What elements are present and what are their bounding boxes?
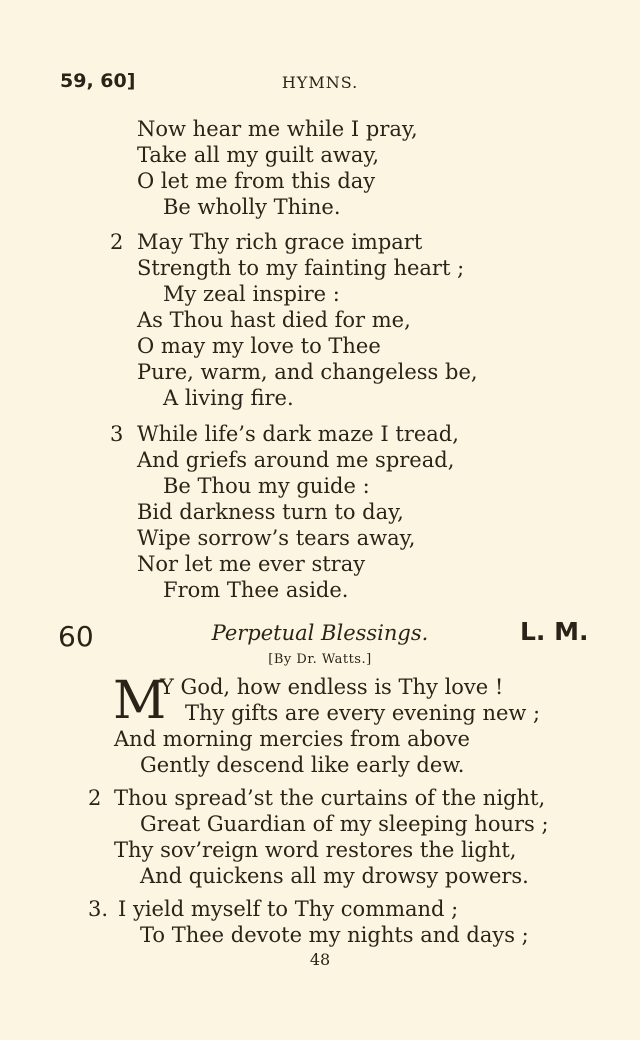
hymn60-attribution: [By Dr. Watts.] bbox=[268, 652, 372, 667]
hymn59-s3-line7: From Thee aside. bbox=[163, 578, 349, 602]
hymn59-s2-line3: My zeal inspire : bbox=[163, 282, 340, 306]
hymn59-s2-line5: O may my love to Thee bbox=[137, 334, 381, 358]
hymn60-s2-line1: Thou spread’st the curtains of the night, bbox=[114, 786, 546, 810]
hymn60-s1-line2: Thy gifts are every evening new ; bbox=[185, 701, 541, 725]
hymn59-s2-line1: May Thy rich grace impart bbox=[137, 230, 423, 254]
hymn59-s1-line1: Now hear me while I pray, bbox=[137, 117, 418, 141]
hymn60-number: 60 bbox=[58, 620, 94, 653]
hymn59-s3-line5: Wipe sorrow’s tears away, bbox=[137, 526, 416, 550]
hymn59-s1-line2: Take all my guilt away, bbox=[137, 143, 380, 167]
hymn59-s2-line7: A living fire. bbox=[163, 386, 294, 410]
hymn59-stanza2-number: 2 bbox=[110, 230, 124, 254]
hymn59-s2-line4: As Thou hast died for me, bbox=[137, 308, 411, 332]
hymn60-meter: L. M. bbox=[520, 617, 589, 646]
hymn60-s1-line1: Y God, how endless is Thy love ! bbox=[160, 675, 504, 699]
running-header-title: HYMNS. bbox=[281, 73, 359, 92]
hymn60-s3-line1: I yield myself to Thy command ; bbox=[118, 897, 459, 921]
hymn60-s2-line4: And quickens all my drowsy powers. bbox=[140, 864, 529, 888]
hymn59-s3-line2: And griefs around me spread, bbox=[137, 448, 455, 472]
hymn60-s1-line3: And morning mercies from above bbox=[114, 727, 470, 751]
hymn59-s1-line4: Be wholly Thine. bbox=[163, 195, 341, 219]
hymn59-s3-line4: Bid darkness turn to day, bbox=[137, 500, 404, 524]
hymn59-s2-line6: Pure, warm, and changeless be, bbox=[137, 360, 478, 384]
hymn60-dropcap: M bbox=[113, 671, 167, 731]
hymn59-s1-line3: O let me from this day bbox=[137, 169, 376, 193]
hymn60-stanza3-number: 3. bbox=[88, 897, 109, 921]
hymn59-s3-line1: While life’s dark maze I tread, bbox=[137, 422, 459, 446]
hymn60-s1-line4: Gently descend like early dew. bbox=[140, 753, 465, 777]
hymn59-s2-line2: Strength to my fainting heart ; bbox=[137, 256, 465, 280]
hymn60-s2-line3: Thy sov’reign word restores the light, bbox=[114, 838, 517, 862]
running-header-numbers: 59, 60] bbox=[60, 70, 136, 92]
hymn60-title: Perpetual Blessings. bbox=[211, 621, 429, 645]
page-number: 48 bbox=[309, 950, 331, 969]
hymn59-stanza3-number: 3 bbox=[110, 422, 124, 446]
hymn60-stanza2-number: 2 bbox=[88, 786, 102, 810]
hymn59-s3-line3: Be Thou my guide : bbox=[163, 474, 370, 498]
hymn59-s3-line6: Nor let me ever stray bbox=[137, 552, 366, 576]
hymn60-s2-line2: Great Guardian of my sleeping hours ; bbox=[140, 812, 549, 836]
hymn60-s3-line2: To Thee devote my nights and days ; bbox=[140, 923, 529, 947]
